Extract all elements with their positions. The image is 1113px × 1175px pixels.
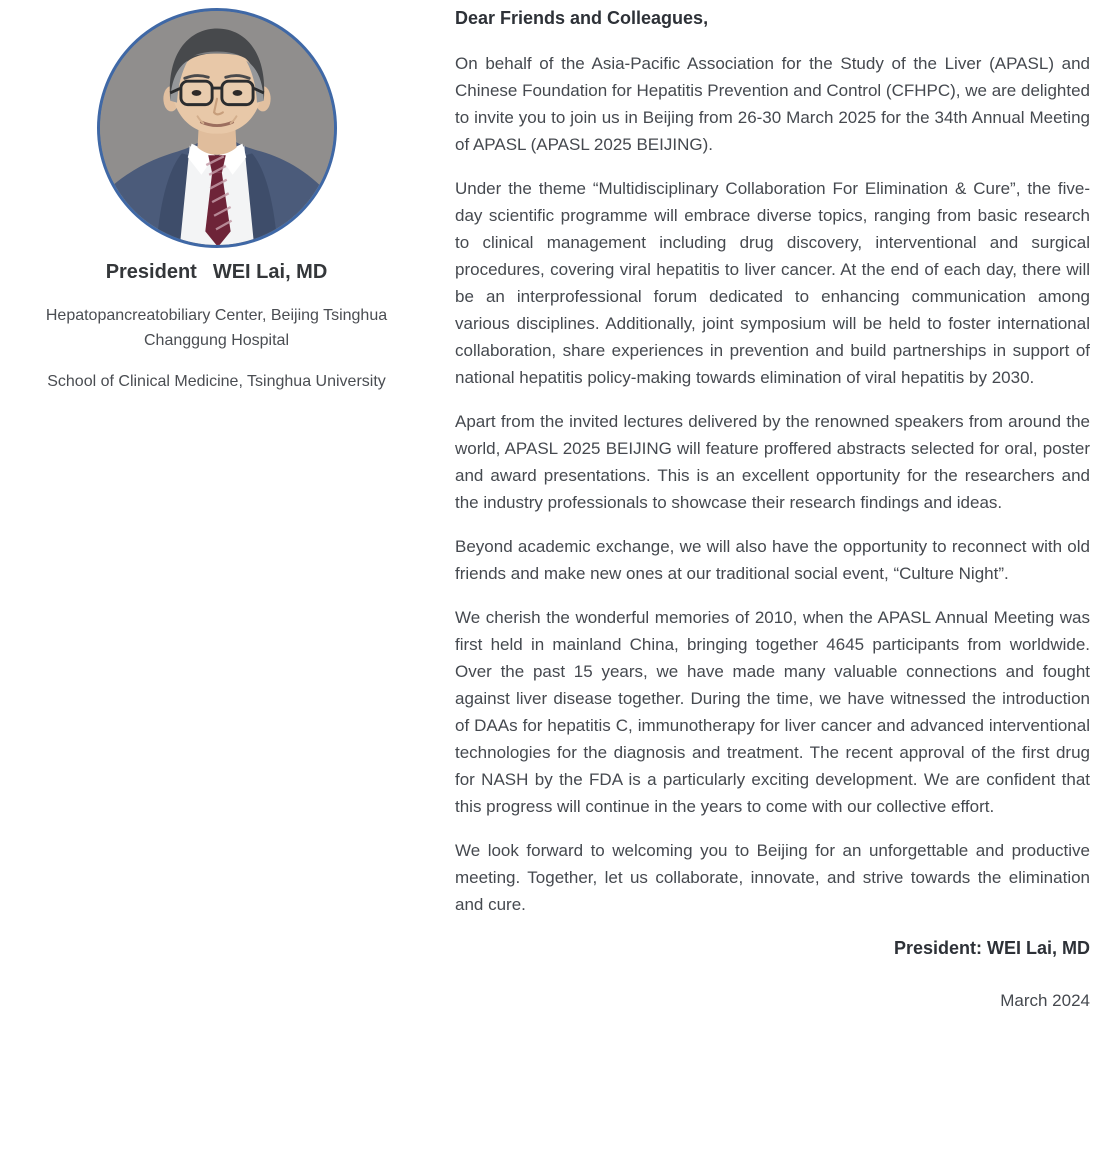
affiliation-secondary: School of Clinical Medicine, Tsinghua University xyxy=(47,373,386,390)
affiliation-primary: Hepatopancreatobiliary Center, Beijing Tsinghua Changgung Hospital xyxy=(45,307,388,349)
president-role-label: President xyxy=(105,261,197,283)
letter-salutation: Dear Friends and Colleagues, xyxy=(455,8,709,28)
letter-paragraph-1: On behalf of the Asia-Pacific Association for the Study of the Liver (APASL) and Chinese Foundation for Hepatitis Prevention and Control (CFHPC), we are delighted to invite you to join us in Beijing from 26-30 March 2025 for the 34th Annual Meeting of APASL (APASL 2025 BEIJING). xyxy=(455,54,1090,154)
letter-paragraph-3: Apart from the invited lectures delivered by the renowned speakers from around the world, APASL 2025 BEIJING will feature proffered abstracts selected for oral, poster and award presentations. This is an excellent opportunity for the researchers and the industry professionals to showcase their research findings and ideas. xyxy=(455,412,1090,512)
letter-paragraph-6: We look forward to welcoming you to Beijing for an unforgettable and productive meeting. Together, let us collaborate, innovate, and strive towards the elimination and cure. xyxy=(455,841,1090,914)
president-name xyxy=(106,261,328,284)
president-name-label: WEI Lai, MD xyxy=(212,261,328,283)
letter-paragraph-4: Beyond academic exchange, we will also have the opportunity to reconnect with old friends and make new ones at our traditional social event, “Culture Night”. xyxy=(455,537,1090,583)
letter-date: March 2024 xyxy=(1000,991,1090,1010)
letter-signature: President: WEI Lai, MD xyxy=(893,938,1090,958)
portrait-illustration xyxy=(100,11,334,245)
president-portrait-photo xyxy=(97,8,337,248)
president-profile-panel xyxy=(0,0,433,1175)
letter-body xyxy=(433,0,1113,1175)
letter-paragraph-2: Under the theme “Multidisciplinary Collaboration For Elimination & Cure”, the five-day scientific programme will embrace diverse topics, ranging from basic research to clinical management including drug discovery, interventional and surgical procedures, covering viral hepatitis to liver cancer. At the end of each day, there will be an interprofessional forum dedicated to enhancing communication among various disciplines. Additionally, joint symposium will be held to foster international collaboration, share experiences in prevention and build partnerships in support of national hepatitis policy-making towards elimination of viral hepatitis by 2030. xyxy=(455,179,1090,387)
letter-paragraph-5: We cherish the wonderful memories of 2010, when the APASL Annual Meeting was first held in mainland China, bringing together 4645 participants from worldwide. Over the past 15 years, we have made many valuable connections and fought against liver disease together. During the time, we have witnessed the introduction of DAAs for hepatitis C, immunotherapy for liver cancer and advanced interventional technologies for the diagnosis and treatment. The recent approval of the first drug for NASH by the FDA is a particularly exciting development. We are confident that this progress will continue in the years to come with our collective effort. xyxy=(455,608,1090,816)
